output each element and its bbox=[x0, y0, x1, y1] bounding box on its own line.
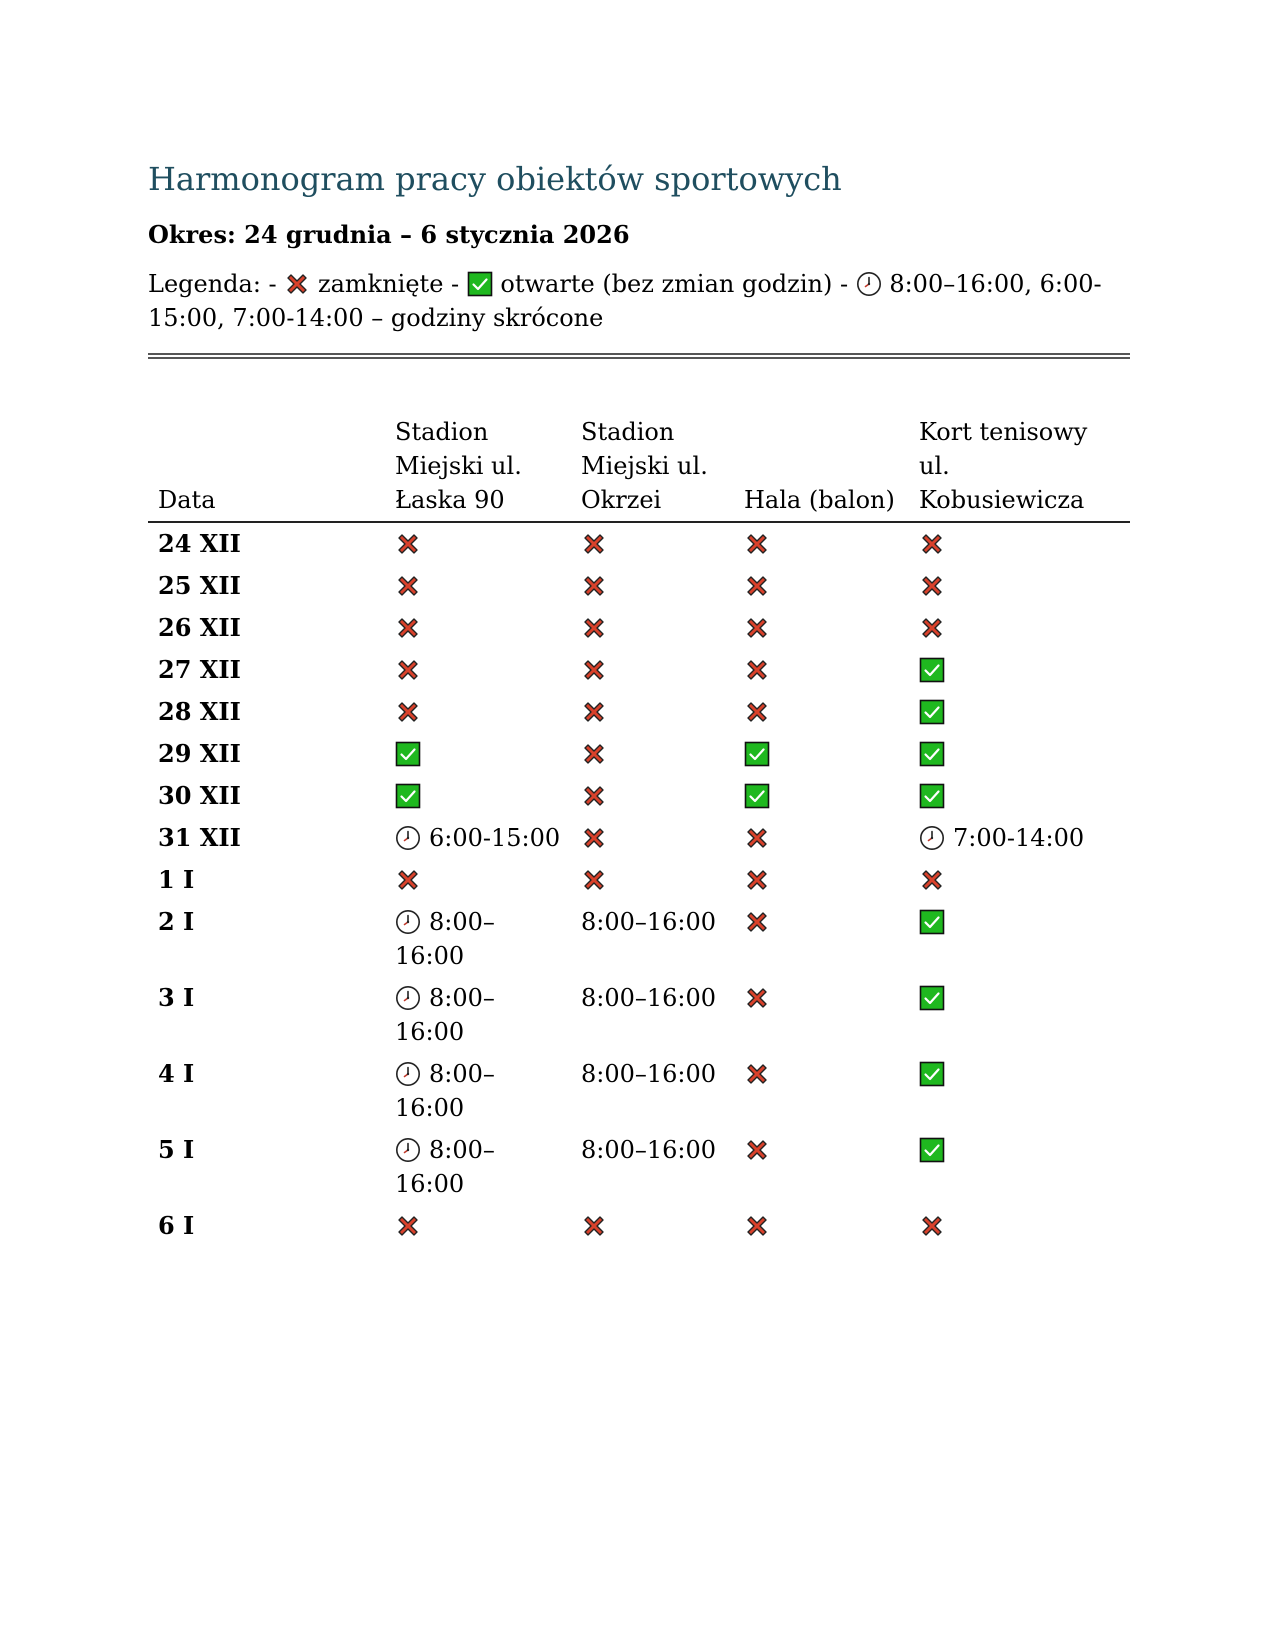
clock-icon bbox=[395, 1137, 421, 1163]
page-title: Harmonogram pracy obiektów sportowych bbox=[148, 160, 842, 198]
cell-hala-balon bbox=[734, 1129, 909, 1205]
row-date: 28 XII bbox=[158, 697, 241, 727]
cross-mark-icon bbox=[395, 573, 421, 599]
cross-mark-icon bbox=[581, 825, 607, 851]
cell-stadion-laska bbox=[385, 977, 571, 1053]
row-date: 4 I bbox=[158, 1059, 195, 1089]
cross-mark-icon bbox=[919, 615, 945, 641]
table-row bbox=[148, 901, 1130, 977]
row-date: 30 XII bbox=[158, 781, 241, 811]
cross-mark-icon bbox=[744, 909, 770, 935]
clock-icon bbox=[395, 909, 421, 935]
row-date: 25 XII bbox=[158, 571, 241, 601]
row-date: 24 XII bbox=[158, 529, 241, 559]
cell-hala-balon bbox=[734, 522, 909, 565]
cross-mark-icon bbox=[744, 531, 770, 557]
hours-text: 8:00–16:00 bbox=[581, 984, 717, 1013]
cross-mark-icon bbox=[744, 1061, 770, 1087]
cell-kort-tenisowy bbox=[909, 775, 1130, 817]
cross-mark-icon bbox=[581, 573, 607, 599]
hours-text: 8:00–16:00 bbox=[395, 1060, 495, 1123]
clock-icon bbox=[919, 825, 945, 851]
legend bbox=[148, 267, 1130, 335]
cell-stadion-laska bbox=[385, 817, 571, 859]
cell-hala-balon bbox=[734, 859, 909, 901]
row-date: 6 I bbox=[158, 1211, 195, 1241]
cross-mark-icon bbox=[744, 615, 770, 641]
cell-kort-tenisowy bbox=[909, 733, 1130, 775]
check-box-icon bbox=[919, 909, 945, 935]
cross-mark-icon bbox=[744, 867, 770, 893]
cell-hala-balon bbox=[734, 977, 909, 1053]
row-date: 27 XII bbox=[158, 655, 241, 685]
row-date: 31 XII bbox=[158, 823, 241, 853]
table-row bbox=[148, 565, 1130, 607]
row-date: 5 I bbox=[158, 1135, 195, 1165]
check-box-icon bbox=[919, 783, 945, 809]
clock-icon bbox=[395, 1061, 421, 1087]
cross-mark-icon bbox=[395, 531, 421, 557]
hours-text: 8:00–16:00 bbox=[581, 1136, 717, 1165]
cell-stadion-okrzei bbox=[571, 775, 734, 817]
check-box-icon bbox=[919, 699, 945, 725]
row-date: 3 I bbox=[158, 983, 195, 1013]
cell-hala-balon bbox=[734, 607, 909, 649]
cell-stadion-laska bbox=[385, 1129, 571, 1205]
cross-mark-icon bbox=[744, 657, 770, 683]
cell-stadion-okrzei bbox=[571, 522, 734, 565]
cell-kort-tenisowy bbox=[909, 817, 1130, 859]
cell-stadion-okrzei bbox=[571, 1053, 734, 1129]
cross-mark-icon bbox=[581, 741, 607, 767]
cross-mark-icon bbox=[395, 699, 421, 725]
header-stadion-okrzei: Stadion Miejski ul. Okrzei bbox=[571, 415, 734, 522]
cell-kort-tenisowy bbox=[909, 1205, 1130, 1247]
clock-icon bbox=[856, 271, 882, 297]
cell-stadion-laska bbox=[385, 691, 571, 733]
header-kort-tenisowy: Kort tenisowy ul. Kobusiewicza bbox=[909, 415, 1130, 522]
check-box-icon bbox=[744, 741, 770, 767]
clock-icon bbox=[395, 825, 421, 851]
legend-closed-label: zamknięte - bbox=[317, 270, 460, 299]
table-row bbox=[148, 649, 1130, 691]
cell-kort-tenisowy bbox=[909, 607, 1130, 649]
cross-mark-icon bbox=[395, 615, 421, 641]
check-box-icon bbox=[395, 783, 421, 809]
cross-mark-icon bbox=[581, 699, 607, 725]
cell-hala-balon bbox=[734, 817, 909, 859]
check-box-icon bbox=[919, 657, 945, 683]
cross-mark-icon bbox=[919, 867, 945, 893]
cross-mark-icon bbox=[395, 1213, 421, 1239]
cell-hala-balon bbox=[734, 733, 909, 775]
cell-stadion-okrzei bbox=[571, 1205, 734, 1247]
cell-hala-balon bbox=[734, 565, 909, 607]
row-date: 29 XII bbox=[158, 739, 241, 769]
table-row bbox=[148, 1053, 1130, 1129]
cross-mark-icon bbox=[744, 1213, 770, 1239]
table-row bbox=[148, 775, 1130, 817]
check-box-icon bbox=[467, 271, 493, 297]
cell-kort-tenisowy bbox=[909, 649, 1130, 691]
hours-text: 7:00-14:00 bbox=[953, 824, 1085, 853]
cell-stadion-okrzei bbox=[571, 565, 734, 607]
cross-mark-icon bbox=[744, 573, 770, 599]
cell-stadion-laska bbox=[385, 607, 571, 649]
table-row bbox=[148, 522, 1130, 565]
schedule-table bbox=[148, 415, 1130, 1247]
cell-stadion-laska bbox=[385, 649, 571, 691]
table-row bbox=[148, 1205, 1130, 1247]
cross-mark-icon bbox=[919, 1213, 945, 1239]
header-hala-balon: Hala (balon) bbox=[734, 415, 909, 522]
check-box-icon bbox=[744, 783, 770, 809]
cross-mark-icon bbox=[581, 1213, 607, 1239]
cross-mark-icon bbox=[744, 1137, 770, 1163]
hours-text: 8:00–16:00 bbox=[395, 1136, 495, 1199]
cross-mark-icon bbox=[744, 699, 770, 725]
check-box-icon bbox=[919, 1061, 945, 1087]
cross-mark-icon bbox=[581, 657, 607, 683]
cell-kort-tenisowy bbox=[909, 565, 1130, 607]
cell-stadion-okrzei bbox=[571, 733, 734, 775]
row-date: 2 I bbox=[158, 907, 195, 937]
cell-hala-balon bbox=[734, 1053, 909, 1129]
cell-stadion-okrzei bbox=[571, 649, 734, 691]
cell-hala-balon bbox=[734, 901, 909, 977]
table-row bbox=[148, 607, 1130, 649]
check-box-icon bbox=[919, 1137, 945, 1163]
table-row bbox=[148, 817, 1130, 859]
cell-stadion-laska bbox=[385, 1053, 571, 1129]
header-stadion-laska: Stadion Miejski ul. Łaska 90 bbox=[385, 415, 571, 522]
hours-text: 8:00–16:00 bbox=[581, 1060, 717, 1089]
table-row bbox=[148, 1129, 1130, 1205]
cell-kort-tenisowy bbox=[909, 1053, 1130, 1129]
cell-stadion-laska bbox=[385, 1205, 571, 1247]
cell-stadion-okrzei bbox=[571, 859, 734, 901]
cell-stadion-laska bbox=[385, 565, 571, 607]
cell-stadion-laska bbox=[385, 901, 571, 977]
legend-short-label: 8:00–16:00, 6:00-15:00, 7:00-14:00 – godziny skrócone bbox=[148, 270, 1102, 333]
cell-kort-tenisowy bbox=[909, 522, 1130, 565]
cell-hala-balon bbox=[734, 775, 909, 817]
cell-stadion-laska bbox=[385, 859, 571, 901]
hours-text: 6:00-15:00 bbox=[429, 824, 561, 853]
cross-mark-icon bbox=[395, 657, 421, 683]
cell-stadion-okrzei bbox=[571, 607, 734, 649]
period-heading: Okres: 24 grudnia – 6 stycznia 2026 bbox=[148, 220, 630, 250]
cell-hala-balon bbox=[734, 649, 909, 691]
cell-kort-tenisowy bbox=[909, 691, 1130, 733]
cross-mark-icon bbox=[744, 985, 770, 1011]
cell-stadion-okrzei bbox=[571, 901, 734, 977]
cross-mark-icon bbox=[744, 825, 770, 851]
cell-stadion-okrzei bbox=[571, 1129, 734, 1205]
row-date: 1 I bbox=[158, 865, 195, 895]
cell-kort-tenisowy bbox=[909, 1129, 1130, 1205]
legend-prefix: Legenda: - bbox=[148, 270, 277, 299]
cell-stadion-laska bbox=[385, 522, 571, 565]
cross-mark-icon bbox=[581, 783, 607, 809]
table-row bbox=[148, 859, 1130, 901]
cross-mark-icon bbox=[581, 867, 607, 893]
table-row bbox=[148, 977, 1130, 1053]
double-rule-divider bbox=[148, 353, 1130, 359]
cross-mark-icon bbox=[395, 867, 421, 893]
cross-mark-icon bbox=[581, 531, 607, 557]
legend-open-label: otwarte (bez zmian godzin) - bbox=[500, 270, 849, 299]
check-box-icon bbox=[919, 985, 945, 1011]
table-header-row bbox=[148, 415, 1130, 522]
check-box-icon bbox=[395, 741, 421, 767]
clock-icon bbox=[395, 985, 421, 1011]
cell-kort-tenisowy bbox=[909, 977, 1130, 1053]
hours-text: 8:00–16:00 bbox=[581, 908, 717, 937]
cross-mark-icon bbox=[919, 531, 945, 557]
cell-stadion-okrzei bbox=[571, 691, 734, 733]
cell-stadion-okrzei bbox=[571, 977, 734, 1053]
cell-kort-tenisowy bbox=[909, 859, 1130, 901]
document bbox=[148, 160, 1130, 1247]
cross-mark-icon bbox=[284, 271, 310, 297]
cross-mark-icon bbox=[919, 573, 945, 599]
header-date: Data bbox=[148, 415, 385, 522]
cell-hala-balon bbox=[734, 691, 909, 733]
cell-hala-balon bbox=[734, 1205, 909, 1247]
hours-text: 8:00–16:00 bbox=[395, 908, 495, 971]
check-box-icon bbox=[919, 741, 945, 767]
cell-stadion-okrzei bbox=[571, 817, 734, 859]
table-row bbox=[148, 691, 1130, 733]
table-row bbox=[148, 733, 1130, 775]
row-date: 26 XII bbox=[158, 613, 241, 643]
cell-stadion-laska bbox=[385, 775, 571, 817]
cell-kort-tenisowy bbox=[909, 901, 1130, 977]
hours-text: 8:00–16:00 bbox=[395, 984, 495, 1047]
cross-mark-icon bbox=[581, 615, 607, 641]
cell-stadion-laska bbox=[385, 733, 571, 775]
